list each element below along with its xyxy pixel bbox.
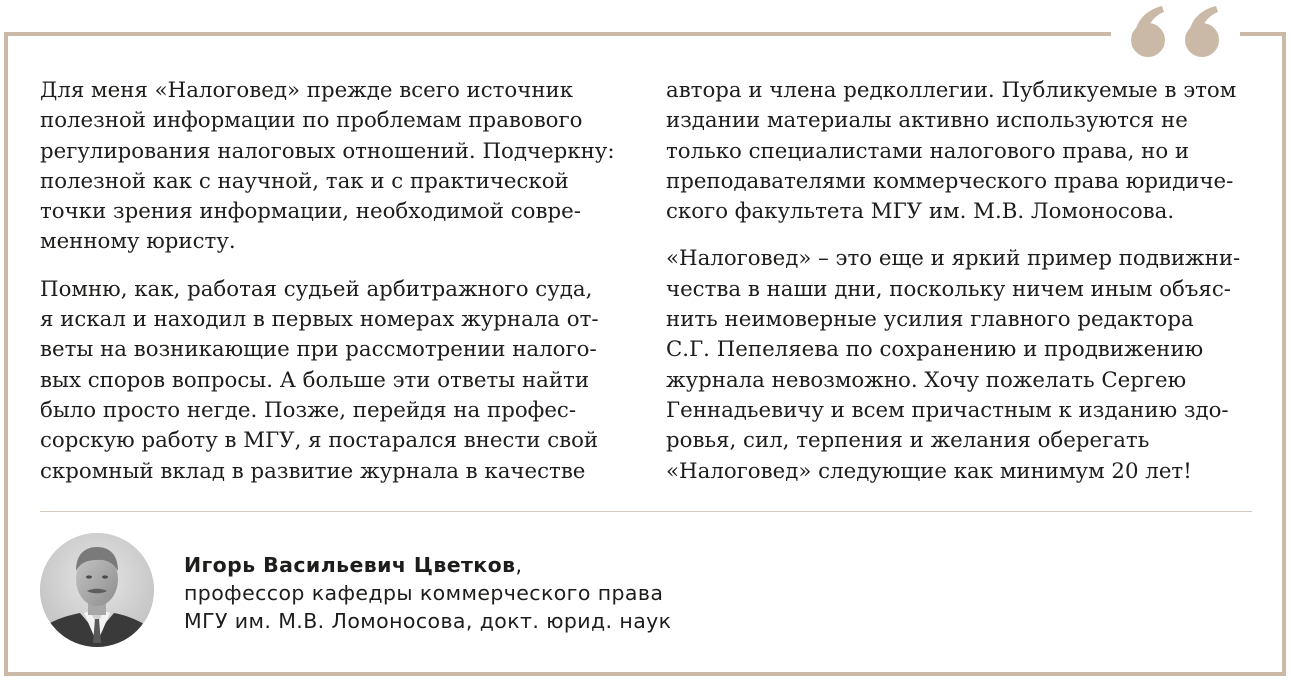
paragraph: Помню, как, работая судьей арбитражного суда, я искал и находил в первых номерах журнала от- веты на возникающие при рассмотрении налого- вых споров вопросы. А больше эти ответы найти было просто негде. Позже, перейдя на профес- сорскую работу в МГУ, я постарался внести свой скромный вклад в развитие журнала в качестве [40, 276, 599, 484]
paragraph: «Налоговед» – это еще и яркий пример подвижни- чества в наши дни, поскольку ничем иным объяс- нить неимоверные усилия главного редактора С.Г. Пепеляева по сохранению и продвижению журнала невозможно. Хочу пожелать Сергею Геннадьевичу и всем причастным к изданию здо- ровья, сил, терпения и желания оберегать «Налоговед» следующие как минимум 20 лет! [666, 246, 1241, 484]
frame-top-border [4, 32, 1111, 36]
portrait-illustration [40, 533, 154, 647]
author-signature [184, 551, 671, 635]
paragraph: автора и члена редколлегии. Публикуемые в этом издании материалы активно используются не только специалистами налогового права, но и преподавателями коммерческого права юридиче- ского факультета МГУ им. М.В. Ломоносова. [666, 78, 1237, 225]
author-name-line [184, 551, 671, 579]
left-text-column [40, 76, 626, 487]
frame-top-right-border [1240, 32, 1286, 36]
frame-bottom-border [4, 672, 1286, 676]
quote-mark-icon [1122, 2, 1234, 62]
frame-right-border [1282, 32, 1286, 676]
paragraph: Для меня «Налоговед» прежде всего источник полезной информации по проблемам правового регулирования налоговых отношений. Подчеркну: полезной как с научной, так и с практической точки зрения информации, необходимой совре- менному юристу. [40, 78, 615, 255]
author-portrait [40, 533, 154, 647]
section-divider [40, 511, 1252, 512]
right-text-column [666, 76, 1258, 487]
author-name-suffix: , [515, 553, 523, 577]
author-title-line-2: МГУ им. М.В. Ломоносова, докт. юрид. наук [184, 609, 672, 633]
frame-left-border [4, 32, 8, 676]
author-name: Игорь Васильевич Цветков [184, 553, 516, 577]
author-title-line-1: профессор кафедры коммерческого права [184, 581, 664, 605]
